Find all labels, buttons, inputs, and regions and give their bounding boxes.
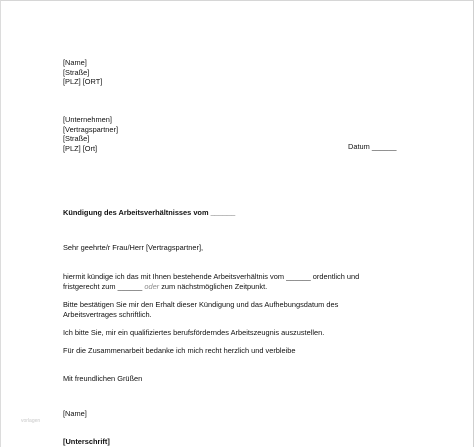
- paragraph-thanks: Für die Zusammenarbeit bedanke ich mich recht herzlich und verbleibe: [63, 346, 296, 355]
- paragraph-confirmation: [63, 300, 338, 319]
- paragraph-line: [63, 282, 359, 292]
- recipient-company: [Unternehmen]: [63, 115, 112, 124]
- watermark: vorlagen: [21, 418, 41, 424]
- signature-placeholder: [Unterschrift]: [63, 437, 110, 446]
- paragraph-text: fristgerecht zum ______: [63, 281, 145, 291]
- signature-name: [Name]: [63, 409, 87, 418]
- paragraph-text: zum nächstmöglichen Zeitpunkt.: [159, 281, 268, 291]
- recipient-street: [Straße]: [63, 134, 90, 143]
- recipient-city: [PLZ] [Ort]: [63, 143, 98, 153]
- closing-greeting: Mit freundlichen Grüßen: [63, 374, 143, 383]
- paragraph-line: hiermit kündige ich das mit Ihnen bestehende Arbeitsverhältnis vom ______ ordentlich und: [63, 272, 360, 281]
- paragraph-termination: [63, 272, 359, 291]
- recipient-partner: [Vertragspartner]: [63, 124, 119, 134]
- paragraph-line: Bitte bestätigen Sie mir den Erhalt dieser Kündigung und das Aufhebungsdatum des: [63, 300, 339, 309]
- sender-address: [63, 58, 102, 87]
- subject-line: Kündigung des Arbeitsverhältnisses vom ______: [63, 208, 236, 217]
- sender-city: [PLZ] [ORT]: [63, 77, 103, 86]
- paragraph-line: Arbeitsvertrages schriftlich.: [63, 309, 152, 319]
- paragraph-reference: Ich bitte Sie, mir ein qualifiziertes berufsförderndes Arbeitszeugnis auszustellen.: [63, 328, 325, 337]
- salutation: Sehr geehrte/r Frau/Herr [Vertragspartner],: [63, 243, 204, 252]
- date-line: Datum ______: [348, 142, 397, 151]
- sender-name: [Name]: [63, 58, 87, 67]
- sender-street: [Straße]: [63, 67, 90, 77]
- alternative-hint: oder: [144, 281, 160, 291]
- recipient-address: [63, 115, 118, 153]
